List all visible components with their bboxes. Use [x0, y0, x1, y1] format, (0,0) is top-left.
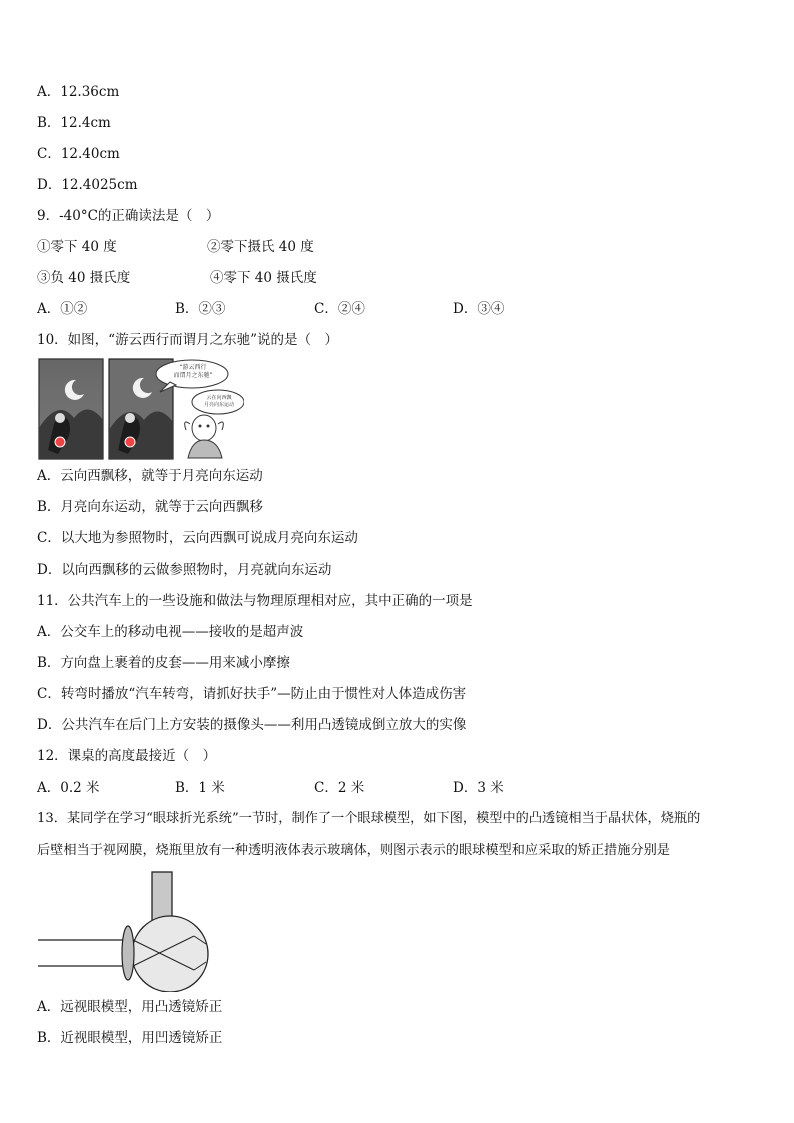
q11-option-d: D．公共汽车在后门上方安装的摄像头——利用凸透镜成倒立放大的实像	[37, 717, 467, 733]
q8-option-a: A．12.36cm	[37, 84, 120, 100]
q10-option-c: C．以大地为参照物时，云向西飘可说成月亮向东运动	[37, 530, 358, 546]
q11-option-a: A．公交车上的移动电视——接收的是超声波	[37, 624, 304, 640]
q8-option-c: C．12.40cm	[37, 146, 120, 162]
q10-bubble-text-2: 云在向西飘 月亮向东运动	[203, 395, 234, 408]
q9-option-d: D．③④	[453, 301, 505, 317]
q13-option-b: B．近视眼模型，用凹透镜矫正	[37, 1030, 223, 1046]
q11-option-b: B．方向盘上裹着的皮套——用来减小摩擦	[37, 655, 290, 671]
q12-option-c: C．2 米	[314, 780, 365, 796]
q10-bubble-text-1: “游云西行 而谓月之东驰”	[173, 364, 213, 379]
q8-option-d: D．12.4025cm	[37, 177, 138, 193]
q9-stem: 9．-40°C的正确读法是（ ）	[37, 208, 220, 224]
q13-eye-model-diagram	[36, 868, 216, 992]
q9-option-b: B．②③	[175, 301, 226, 317]
q13-stem-line-1: 13．某同学在学习“眼球折光系统”一节时，制作了一个眼球模型，如下图，模型中的凸透镜相当于晶状体，烧瓶的	[37, 811, 701, 826]
q10-option-d: D．以向西飘移的云做参照物时，月亮就向东运动	[37, 562, 332, 578]
q10-stem: 10．如图，“游云西行而谓月之东驰”说的是（ ）	[37, 332, 338, 348]
q11-stem: 11．公共汽车上的一些设施和做法与物理原理相对应，其中正确的一项是	[37, 593, 473, 609]
q9-item-1: ①零下 40 度	[37, 239, 117, 255]
q9-option-a: A．①②	[37, 301, 88, 317]
q12-stem: 12．课桌的高度最接近（ ）	[37, 748, 217, 764]
q12-option-b: B．1 米	[175, 780, 225, 796]
q9-item-3: ③负 40 摄氏度	[37, 270, 131, 286]
q9-item-4: ④零下 40 摄氏度	[210, 270, 317, 286]
eye-model-svg	[36, 868, 216, 992]
q11-option-c: C．转弯时播放“汽车转弯，请抓好扶手”—防止由于惯性对人体造成伤害	[37, 686, 467, 702]
q10-option-a: A．云向西飘移，就等于月亮向东运动	[37, 468, 263, 484]
q9-option-c: C．②④	[314, 301, 365, 317]
q13-stem-line-2: 后壁相当于视网膜，烧瓶里放有一种透明液体表示玻璃体，则图示表示的眼球模型和应采取的矫正措施分别是	[37, 843, 670, 858]
q9-item-2: ②零下摄氏 40 度	[207, 239, 314, 255]
q13-option-a: A．远视眼模型，用凸透镜矫正	[37, 999, 223, 1015]
q12-option-d: D．3 米	[453, 780, 504, 796]
q8-option-b: B．12.4cm	[37, 115, 111, 131]
q12-option-a: A．0.2 米	[37, 780, 100, 796]
q10-option-b: B．月亮向东运动，就等于云向西飘移	[37, 499, 263, 515]
q10-illustration	[38, 358, 244, 460]
